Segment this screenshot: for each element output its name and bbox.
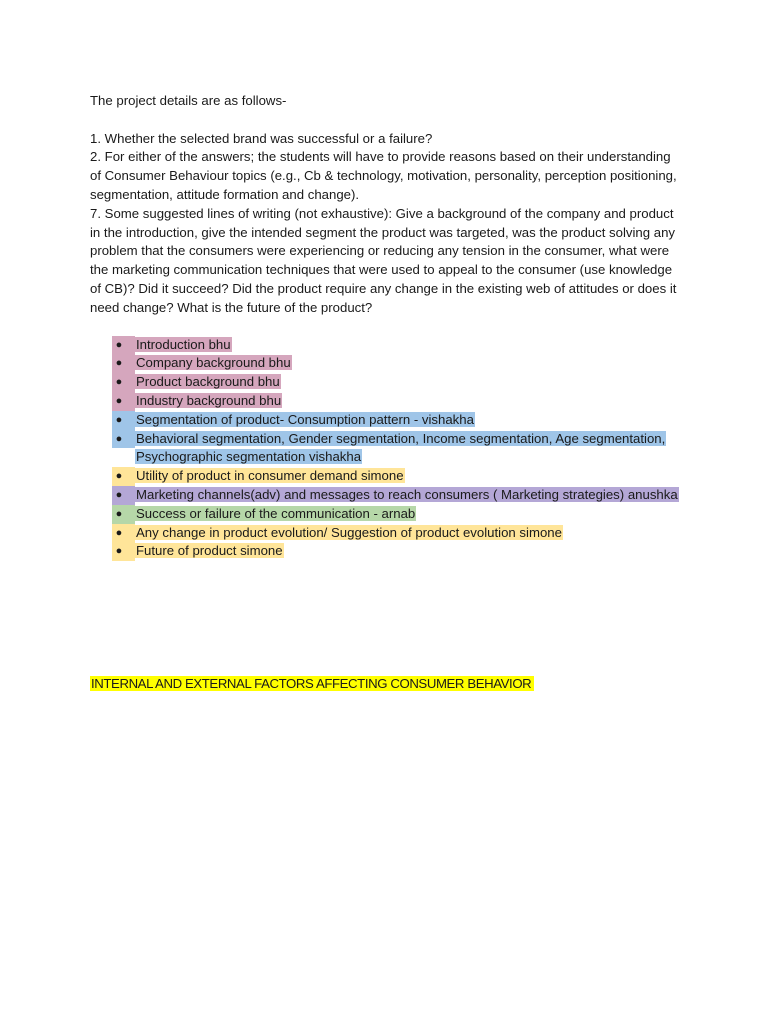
bullet-dot-icon [112,486,126,505]
bullet-dot-icon [112,542,126,561]
blank-line [90,111,680,130]
bullet-dot-icon [112,411,126,430]
bullet-text: Company background bhu [136,355,291,371]
bullet-item [90,542,680,561]
paragraph-2: 2. For either of the answers; the students will have to provide reasons based on their understanding of Consumer Behaviour topics (e.g., Cb & technology, motivation, personality, perception positioning, segmentation, attitude formation and change). [90,149,677,202]
bullet-text: Segmentation of product- Consumption pattern - vishakha [136,411,474,427]
bullet-item [90,411,680,430]
bullet-dot-icon [112,505,126,524]
bullet-text: Industry background bhu [136,392,282,408]
bullet-dot-icon [112,373,126,392]
bullet-text: Success or failure of the communication - arnab [136,505,416,521]
paragraph-7: 7. Some suggested lines of writing (not exhaustive): Give a background of the company and product in the introduction, give the intended segment the product was targeted, was the product solving any problem that the consumers were experiencing or reducing any tension in the consumer, what were the marketing communication techniques that were used to appeal to the consumer (use knowledge of CB)? Did it succeed? Did the product require any change in the existing web of attitudes or does it need change? What is the future of the product? [90,205,677,315]
section-heading-text: INTERNAL AND EXTERNAL FACTORS AFFECTING CONSUMER BEHAVIOR [90,676,534,691]
document-body [90,92,680,561]
bullet-text: Utility of product in consumer demand simone [136,468,404,484]
bullet-item [90,524,680,543]
bullet-item [90,354,680,373]
bullet-text: Product background bhu [136,374,280,390]
task-bullet-list [90,336,680,562]
bullet-dot-icon [112,430,126,449]
bullet-item [90,486,680,505]
section-heading [90,675,534,694]
bullet-text: Marketing channels(adv) and messages to reach consumers ( Marketing strategies) anushka [136,486,678,502]
bullet-dot-icon [112,467,126,486]
bullet-dot-icon [112,392,126,411]
bullet-item [90,430,680,468]
bullet-dot-icon [112,336,126,355]
bullet-text: Behavioral segmentation, Gender segmentation, Income segmentation, Age segmentation, Psychographic segmentation vishakha [136,430,666,465]
paragraph-1: 1. Whether the selected brand was successful or a failure? [90,130,433,146]
bullet-text: Any change in product evolution/ Suggestion of product evolution simone [136,524,562,540]
bullet-item [90,392,680,411]
bullet-item [90,336,680,355]
bullet-item [90,373,680,392]
bullet-item [90,505,680,524]
bullet-item [90,467,680,486]
bullet-dot-icon [112,354,126,373]
bullet-dot-icon [112,524,126,543]
bullet-text: Introduction bhu [136,336,231,352]
bullet-text: Future of product simone [136,543,283,559]
intro-text: The project details are as follows- [90,93,287,108]
